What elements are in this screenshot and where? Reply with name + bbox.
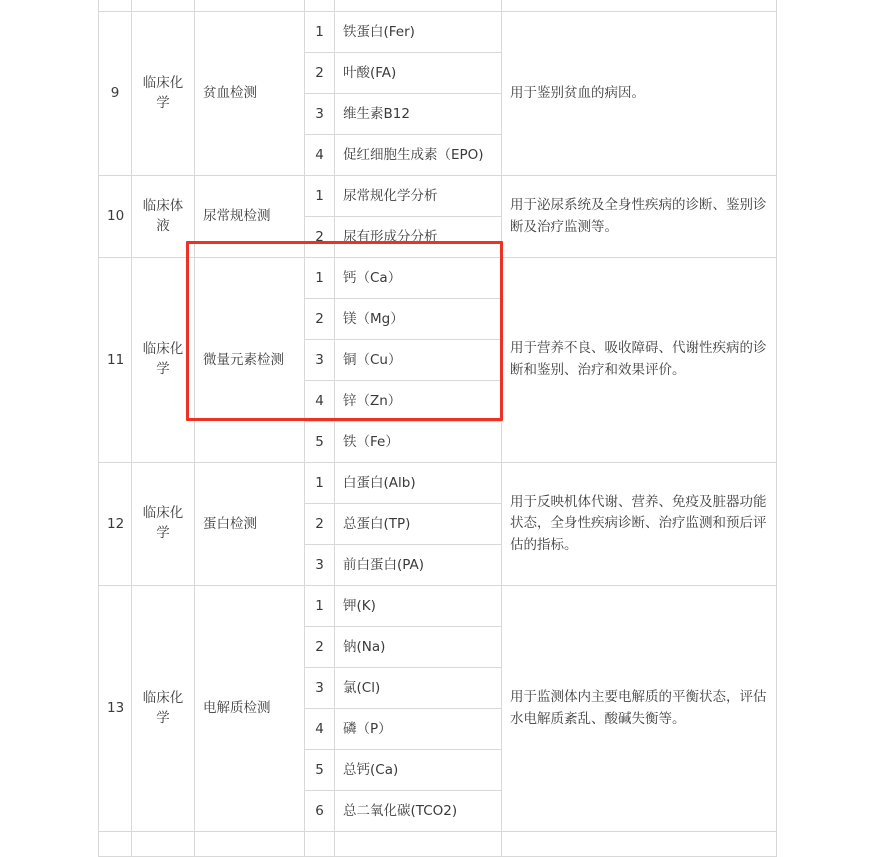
cell-item: 促红细胞生成素（EPO) <box>335 135 502 176</box>
cell-category: 临床化学 <box>132 463 195 586</box>
cell-item <box>335 0 502 12</box>
cell-index: 3 <box>305 94 335 135</box>
cell-item: 维生素B12 <box>335 94 502 135</box>
cell-description: 用于鉴别贫血的病因。 <box>502 12 777 176</box>
cell-index: 1 <box>305 176 335 217</box>
cell-index: 4 <box>305 709 335 750</box>
cell-item: 镁（Mg） <box>335 299 502 340</box>
cell-index: 3 <box>305 668 335 709</box>
cell-group: 尿常规检测 <box>195 176 305 258</box>
cell-description: 用于泌尿系统及全身性疾病的诊断、鉴别诊断及治疗监测等。 <box>502 176 777 258</box>
cell-no: 13 <box>99 586 132 832</box>
cell-index: 6 <box>305 791 335 832</box>
cell-item: 白蛋白(Alb) <box>335 463 502 504</box>
cell-category: 临床化学 <box>132 586 195 832</box>
cell-item <box>335 832 502 857</box>
cell-index <box>305 0 335 12</box>
cell-index: 5 <box>305 422 335 463</box>
cell-no: 9 <box>99 12 132 176</box>
cell-item: 总二氧化碳(TCO2) <box>335 791 502 832</box>
cell-index: 1 <box>305 258 335 299</box>
cell-index: 3 <box>305 340 335 381</box>
cell-index: 2 <box>305 53 335 94</box>
cell-category <box>132 0 195 12</box>
cell-group: 微量元素检测 <box>195 258 305 463</box>
cell-item: 磷（P） <box>335 709 502 750</box>
cell-description <box>502 832 777 857</box>
cell-description: 用于反映机体代谢、营养、免疫及脏器功能状态，全身性疾病诊断、治疗监测和预后评估的指标。 <box>502 463 777 586</box>
table-row <box>99 586 777 627</box>
cell-category: 临床体液 <box>132 176 195 258</box>
cell-item: 氯(Cl) <box>335 668 502 709</box>
cell-description: 用于营养不良、吸收障碍、代谢性疾病的诊断和鉴别、治疗和效果评价。 <box>502 258 777 463</box>
table-row <box>99 176 777 217</box>
cell-index: 5 <box>305 750 335 791</box>
cell-item: 总蛋白(TP) <box>335 504 502 545</box>
cell-item: 总钙(Ca) <box>335 750 502 791</box>
cell-category: 临床化学 <box>132 12 195 176</box>
cell-group <box>195 0 305 12</box>
cell-group: 电解质检测 <box>195 586 305 832</box>
cell-item: 尿常规化学分析 <box>335 176 502 217</box>
cell-no: 11 <box>99 258 132 463</box>
cell-category <box>132 832 195 857</box>
table-row <box>99 463 777 504</box>
cell-index: 2 <box>305 217 335 258</box>
cell-index: 2 <box>305 627 335 668</box>
table-row <box>99 12 777 53</box>
table-row <box>99 832 777 857</box>
cell-group: 蛋白检测 <box>195 463 305 586</box>
cell-index <box>305 832 335 857</box>
cell-index: 2 <box>305 504 335 545</box>
cell-index: 1 <box>305 12 335 53</box>
cell-index: 2 <box>305 299 335 340</box>
table-row <box>99 0 777 12</box>
cell-no <box>99 832 132 857</box>
cell-no <box>99 0 132 12</box>
cell-group: 贫血检测 <box>195 12 305 176</box>
cell-index: 1 <box>305 463 335 504</box>
cell-item: 前白蛋白(PA) <box>335 545 502 586</box>
cell-item: 钾(K) <box>335 586 502 627</box>
cell-item: 钙（Ca） <box>335 258 502 299</box>
cell-category: 临床化学 <box>132 258 195 463</box>
cell-index: 4 <box>305 135 335 176</box>
cell-index: 3 <box>305 545 335 586</box>
cell-description <box>502 0 777 12</box>
cell-no: 10 <box>99 176 132 258</box>
inspection-items-table <box>98 0 777 857</box>
cell-item: 叶酸(FA) <box>335 53 502 94</box>
cell-index: 4 <box>305 381 335 422</box>
cell-item: 铜（Cu） <box>335 340 502 381</box>
cell-no: 12 <box>99 463 132 586</box>
cell-index: 1 <box>305 586 335 627</box>
table-row <box>99 258 777 299</box>
cell-item: 尿有形成分分析 <box>335 217 502 258</box>
cell-item: 铁（Fe） <box>335 422 502 463</box>
cell-group <box>195 832 305 857</box>
cell-description: 用于监测体内主要电解质的平衡状态，评估水电解质紊乱、酸碱失衡等。 <box>502 586 777 832</box>
cell-item: 锌（Zn） <box>335 381 502 422</box>
cell-item: 铁蛋白(Fer) <box>335 12 502 53</box>
cell-item: 钠(Na) <box>335 627 502 668</box>
